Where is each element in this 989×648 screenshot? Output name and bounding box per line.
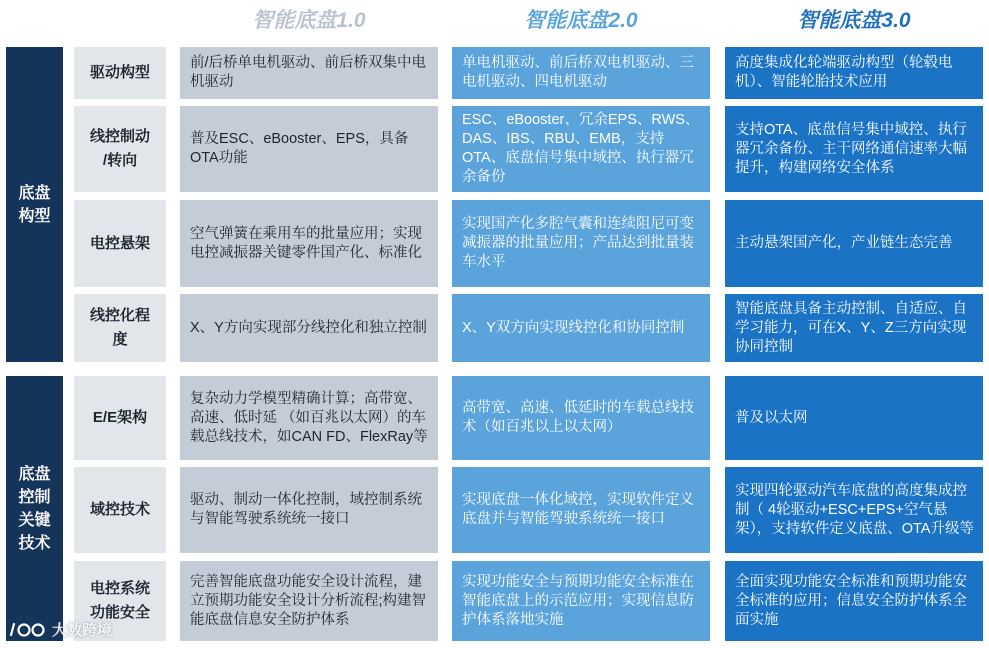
- watermark-logo-icon: [8, 619, 48, 639]
- header-gen-3: 智能底盘3.0: [797, 9, 911, 32]
- cell-ee-gen1: 复杂动力学模型精确计算；高带宽、高速、低时延 （如百兆以太网）的车载总线技术，如CAN FD、FlexRay等: [180, 376, 438, 460]
- row-label-suspension: 电控悬架: [74, 200, 166, 287]
- cell-safety-gen2: 实现功能安全与预期功能安全标准在智能底盘上的示范应用；实现信息防护体系落地实施: [452, 561, 710, 641]
- cell-brake-gen1: 普及ESC、eBooster、EPS，具备OTA功能: [180, 106, 438, 192]
- cell-wire-gen3: 智能底盘具备主动控制、自适应、自学习能力，可在X、Y、Z三方向实现协同控制: [725, 294, 983, 362]
- cell-domain-gen2: 实现底盘一体化域控，实现软件定义底盘并与智能驾驶系统统一接口: [452, 467, 710, 553]
- cell-suspension-gen2: 实现国产化多腔气囊和连续阻尼可变减振器的批量应用；产品达到批量装车水平: [452, 200, 710, 287]
- cell-wire-gen2: X、Y双方向实现线控化和协同控制: [452, 294, 710, 362]
- header-gen-1: 智能底盘1.0: [252, 9, 366, 32]
- cell-suspension-gen1: 空气弹簧在乘用车的批量应用；实现电控减振器关键零件国产化、标准化: [180, 200, 438, 287]
- row-label-wire-level: 线控化程 度: [74, 294, 166, 362]
- row-label-ee-architecture: E/E架构: [74, 376, 166, 460]
- cell-brake-gen3: 支持OTA、底盘信号集中域控、执行器冗余备份、主干网络通信速率大幅提升，构建网络安全体系: [725, 106, 983, 192]
- cell-domain-gen3: 实现四轮驱动汽车底盘的高度集成控制（ 4轮驱动+ESC+EPS+空气悬架），支持软件定义底盘、OTA升级等: [725, 467, 983, 553]
- cell-drive-gen3: 高度集成化轮端驱动构型（轮毂电机）、智能轮胎技术应用: [725, 47, 983, 99]
- cell-brake-gen2: ESC、eBooster、冗余EPS、RWS、DAS、IBS、RBU、EMB，支持OTA、底盘信号集中域控、执行器冗余备份: [452, 106, 710, 192]
- row-label-drive: 驱动构型: [74, 47, 166, 99]
- cell-suspension-gen3: 主动悬架国产化，产业链生态完善: [725, 200, 983, 287]
- watermark-text: 大数跨境: [52, 621, 113, 639]
- category-control-tech: 底盘 控制 关键 技术: [6, 376, 63, 641]
- cell-ee-gen2: 高带宽、高速、低延时的车载总线技术（如百兆以上以太网）: [452, 376, 710, 460]
- watermark: [8, 618, 112, 640]
- cell-wire-gen1: X、Y方向实现部分线控化和独立控制: [180, 294, 438, 362]
- cell-ee-gen3: 普及以太网: [725, 376, 983, 460]
- cell-drive-gen1: 前/后桥单电机驱动、前后桥双集中电机驱动: [180, 47, 438, 99]
- header-gen-2: 智能底盘2.0: [524, 9, 638, 32]
- cell-safety-gen3: 全面实现功能安全标准和预期功能安全标准的应用；信息安全防护体系全面实施: [725, 561, 983, 641]
- cell-safety-gen1: 完善智能底盘功能安全设计流程，建立预期功能安全设计分析流程;构建智能底盘信息安全防护体系: [180, 561, 438, 641]
- cell-drive-gen2: 单电机驱动、前后桥双电机驱动、三电机驱动、四电机驱动: [452, 47, 710, 99]
- category-chassis-structure: 底盘 构型: [6, 47, 63, 362]
- row-label-domain-control: 域控技术: [74, 467, 166, 553]
- cell-domain-gen1: 驱动、制动一体化控制，域控制系统与智能驾驶系统统一接口: [180, 467, 438, 553]
- row-label-brake-steer: 线控制动 /转向: [74, 106, 166, 192]
- row-label-functional-safety: 电控系统 功能安全: [74, 561, 166, 641]
